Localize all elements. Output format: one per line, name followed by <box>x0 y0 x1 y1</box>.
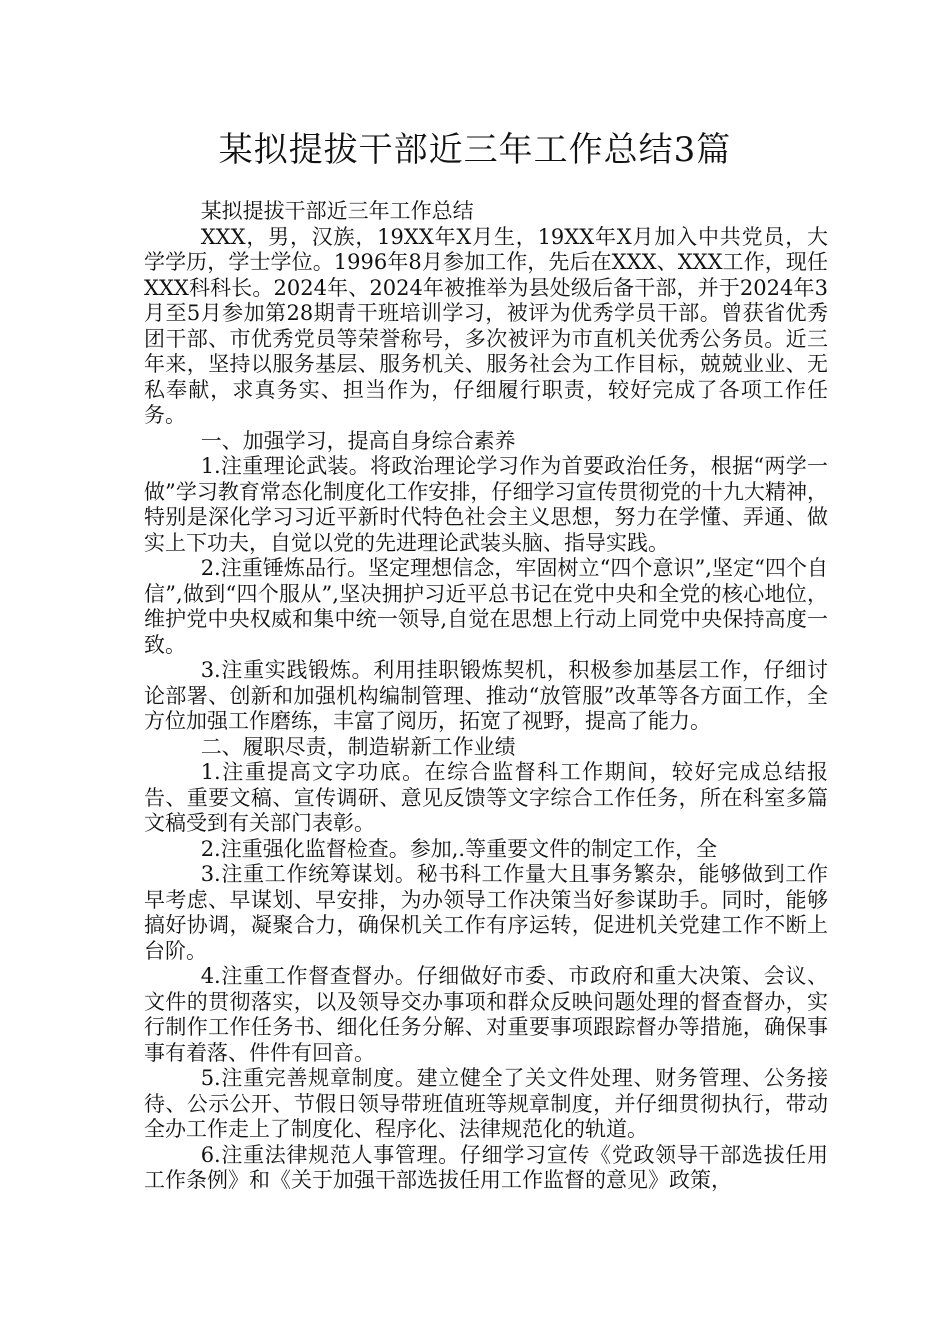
section-2-item-3: 3.注重工作统筹谋划。秘书科工作量大且事务繁杂，能够做到工作早考虑、早谋划、早安排，为办领导工作决策当好参谋助手。同时，能够搞好协调，凝聚合力，确保机关工作有序运转，促进机关党建工作不断上台阶。 <box>144 862 828 963</box>
intro-paragraph: XXX，男，汉族，19XX年X月生，19XX年X月加入中共党员，大学学历，学士学位。1996年8月参加工作，先后在XXX、XXX工作，现任XXX科科长。2024年、2024年被推举为县处级后备干部，并于2024年3月至5月参加第28期青干班培训学习，被评为优秀学员干部。曾获省优秀团干部、市优秀党员等荣誉称号，多次被评为市直机关优秀公务员。近三年来，坚持以服务基层、服务机关、服务社会为工作目标，兢兢业业、无私奉献，求真务实、担当作为，仔细履行职责，较好完成了各项工作任务。 <box>144 224 828 427</box>
document-body <box>144 199 828 1194</box>
document-title: 某拟提拔干部近三年工作总结3篇 <box>218 130 732 170</box>
section-1-item-1: 1.注重理论武装。将政治理论学习作为首要政治任务，根据“两学一做”学习教育常态化制度化工作安排，仔细学习宣传贯彻党的十九大精神，特别是深化学习习近平新时代特色社会主义思想，努力在学懂、弄通、做实上下功夫，自觉以党的先进理论武装头脑、指导实践。 <box>144 454 828 555</box>
section-heading-1: 一、加强学习，提高自身综合素养 <box>200 428 516 453</box>
section-2-item-2: 2.注重强化监督检查。参加,.等重要文件的制定工作，全 <box>200 836 718 861</box>
section-2-item-5: 5.注重完善规章制度。建立健全了关文件处理、财务管理、公务接待、公示公开、节假日领导带班值班等规章制度，并仔细贯彻执行，带动全办工作走上了制度化、程序化、法律规范化的轨道。 <box>144 1066 828 1141</box>
section-1-item-3: 3.注重实践锻炼。利用挂职锻炼契机，积极参加基层工作，仔细讨论部署、创新和加强机构编制管理、推动“放管服”改革等各方面工作，全方位加强工作磨练，丰富了阅历，拓宽了视野，提高了能力。 <box>144 658 828 733</box>
section-2-item-4: 4.注重工作督查督办。仔细做好市委、市政府和重大决策、会议、文件的贯彻落实，以及领导交办事项和群众反映问题处理的督查督办，实行制作工作任务书、细化任务分解、对重要事项跟踪督办等措施，确保事事有着落、件件有回音。 <box>144 964 828 1065</box>
section-2-item-1: 1.注重提高文字功底。在综合监督科工作期间，较好完成总结报告、重要文稿、宣传调研、意见反馈等文字综合工作任务，所在科室多篇文稿受到有关部门表彰。 <box>144 760 828 835</box>
section-heading-2: 二、履职尽责，制造崭新工作业绩 <box>200 734 516 759</box>
summary-subtitle: 某拟提拔干部近三年工作总结 <box>200 199 474 223</box>
section-1-item-2: 2.注重锤炼品行。坚定理想信念，牢固树立“四个意识”,坚定“四个自信”,做到“四个服从”,坚决拥护习近平总书记在党中央和全党的核心地位，维护党中央权威和集中统一领导,自觉在思想上行动上同党中央保持高度一致。 <box>144 556 828 657</box>
section-2-item-6: 6.注重法律规范人事管理。仔细学习宣传《党政领导干部选拔任用工作条例》和《关于加强干部选拔任用工作监督的意见》政策， <box>144 1142 828 1192</box>
